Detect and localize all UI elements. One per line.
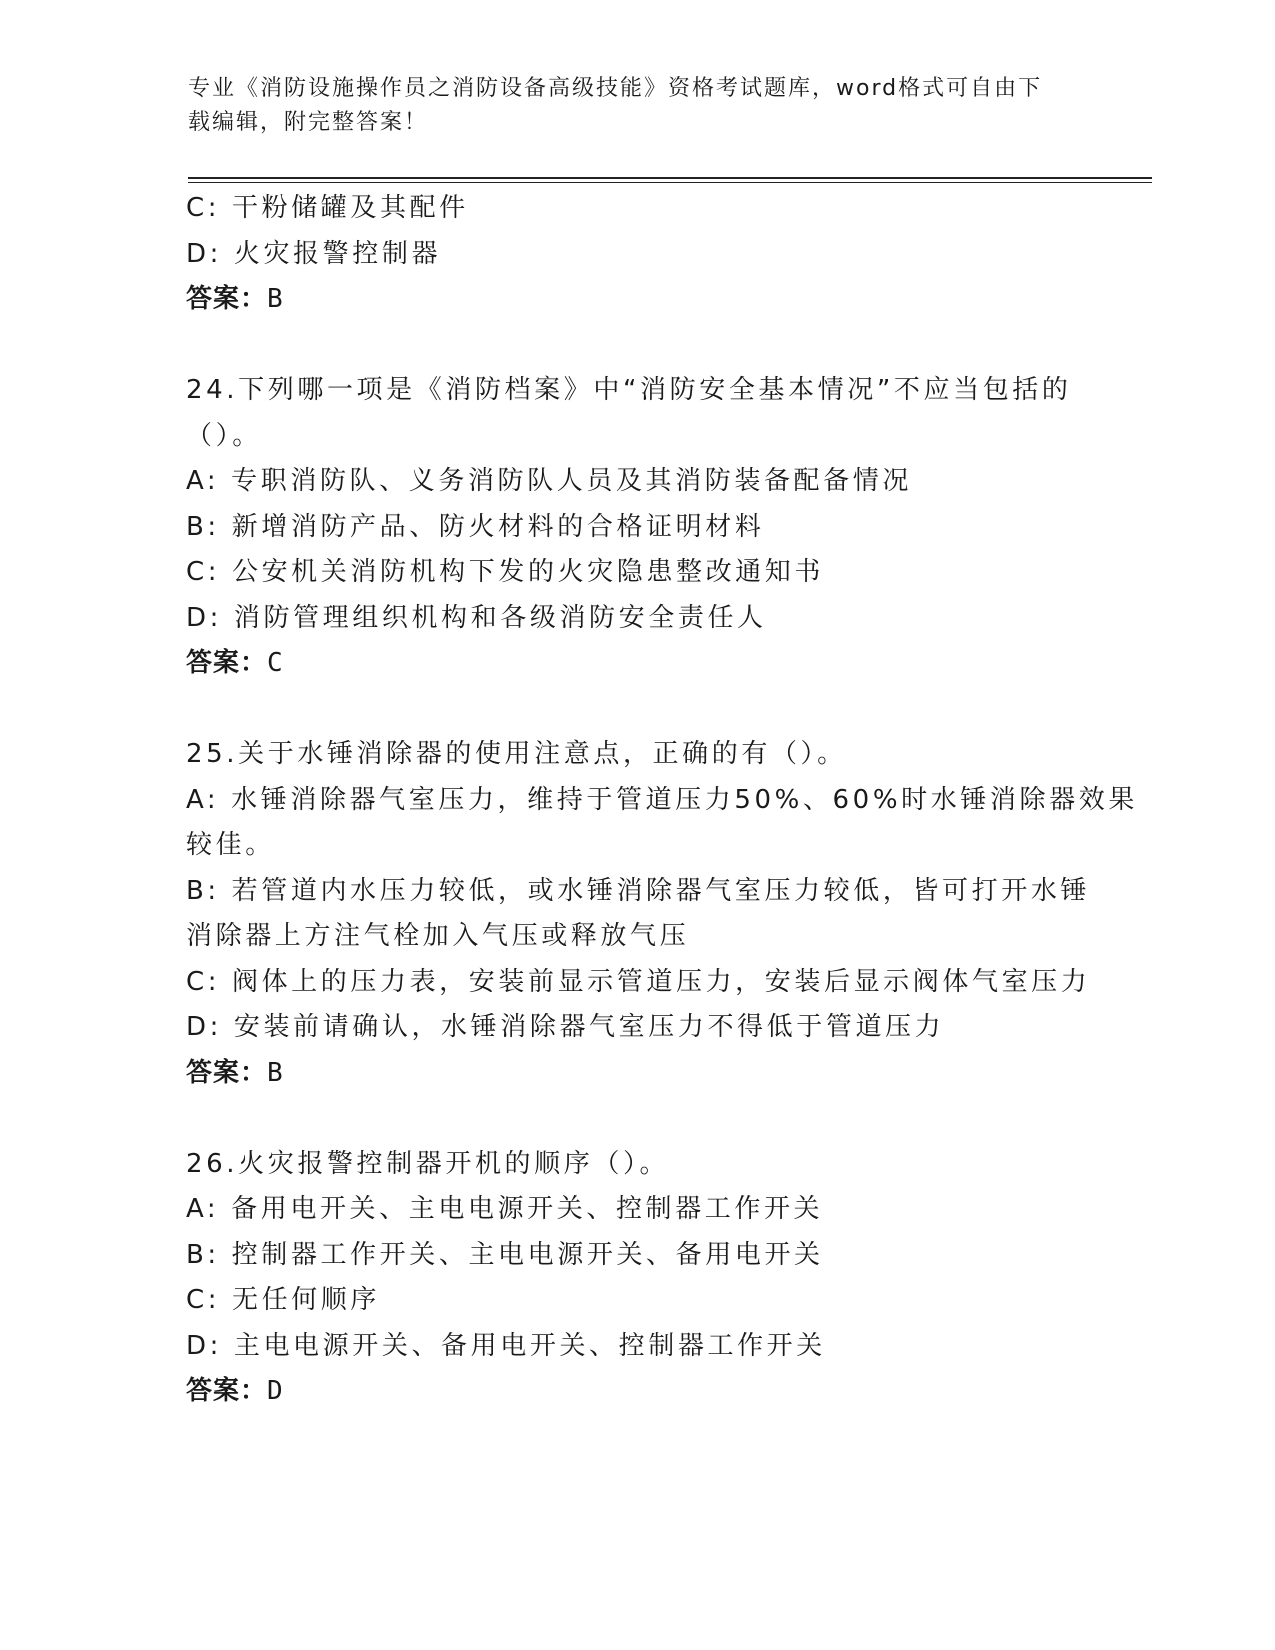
answer-value: D (267, 1376, 284, 1406)
option-c: C: 公安机关消防机构下发的火灾隐患整改通知书 (186, 557, 824, 587)
question-block-23-tail (186, 186, 1086, 323)
option-a: A: 专职消防队、义务消防队人员及其消防装备配备情况 (186, 466, 912, 496)
option-b: B: 新增消防产品、防火材料的合格证明材料 (186, 511, 765, 542)
answer-value: B (267, 284, 284, 314)
question-text: 25.关于水锤消除器的使用注意点，正确的有（）。 (186, 739, 847, 769)
option-c: C: 无任何顺序 (186, 1285, 380, 1315)
spacer (186, 1096, 1086, 1142)
question-block-24 (186, 368, 1086, 687)
question-text: 26.火灾报警控制器开机的顺序（）。 (186, 1148, 670, 1179)
header-line-2: 载编辑，附完整答案！ (188, 110, 429, 135)
answer-label: 答案： (186, 1376, 268, 1406)
answer-label: 答案： (186, 648, 268, 678)
option-b-cont: 消除器上方注气栓加入气压或释放气压 (186, 921, 690, 951)
option-b: B: 控制器工作开关、主电电源开关、备用电开关 (186, 1239, 824, 1270)
option-a-cont: 较佳。 (186, 830, 275, 860)
question-block-25 (186, 732, 1138, 1096)
option-d: D: 消防管理组织机构和各级消防安全责任人 (186, 602, 767, 633)
spacer (186, 323, 1086, 369)
option-d: D: 安装前请确认，水锤消除器气室压力不得低于管道压力 (186, 1012, 945, 1042)
answer-label: 答案： (186, 1057, 268, 1088)
option-d: D: 主电电源开关、备用电开关、控制器工作开关 (186, 1330, 826, 1361)
option-b: B: 若管道内水压力较低，或水锤消除器气室压力较低，皆可打开水锤 (186, 875, 1091, 906)
question-block-26 (186, 1142, 1086, 1415)
answer-value: C (267, 648, 284, 678)
header-divider-thick (188, 177, 1152, 179)
option-c: C: 阀体上的压力表，安装前显示管道压力，安装后显示阀体气室压力 (186, 966, 1091, 997)
answer-line (186, 1051, 1086, 1097)
option-a: A: 水锤消除器气室压力，维持于管道压力50%、60%时水锤消除器效果 (186, 784, 1138, 815)
option-d: D: 火灾报警控制器 (186, 238, 442, 269)
answer-value: B (267, 1057, 284, 1088)
answer-line (186, 641, 1086, 687)
question-text: 24.下列哪一项是《消防档案》中“消防安全基本情况”不应当包括的 (186, 375, 1072, 405)
header-line-1: 专业《消防设施操作员之消防设备高级技能》资格考试题库，word格式可自由下 (188, 76, 1043, 101)
answer-label: 答案： (186, 284, 268, 314)
document-header (188, 72, 1088, 140)
answer-line (186, 277, 1086, 323)
header-divider-thin (188, 182, 1152, 183)
spacer (186, 687, 1086, 733)
option-a: A: 备用电开关、主电电源开关、控制器工作开关 (186, 1194, 824, 1224)
question-text-cont: （）。 (186, 420, 262, 451)
document-body (186, 186, 1138, 1415)
option-c: C: 干粉储罐及其配件 (186, 193, 469, 223)
answer-line (186, 1369, 1086, 1415)
